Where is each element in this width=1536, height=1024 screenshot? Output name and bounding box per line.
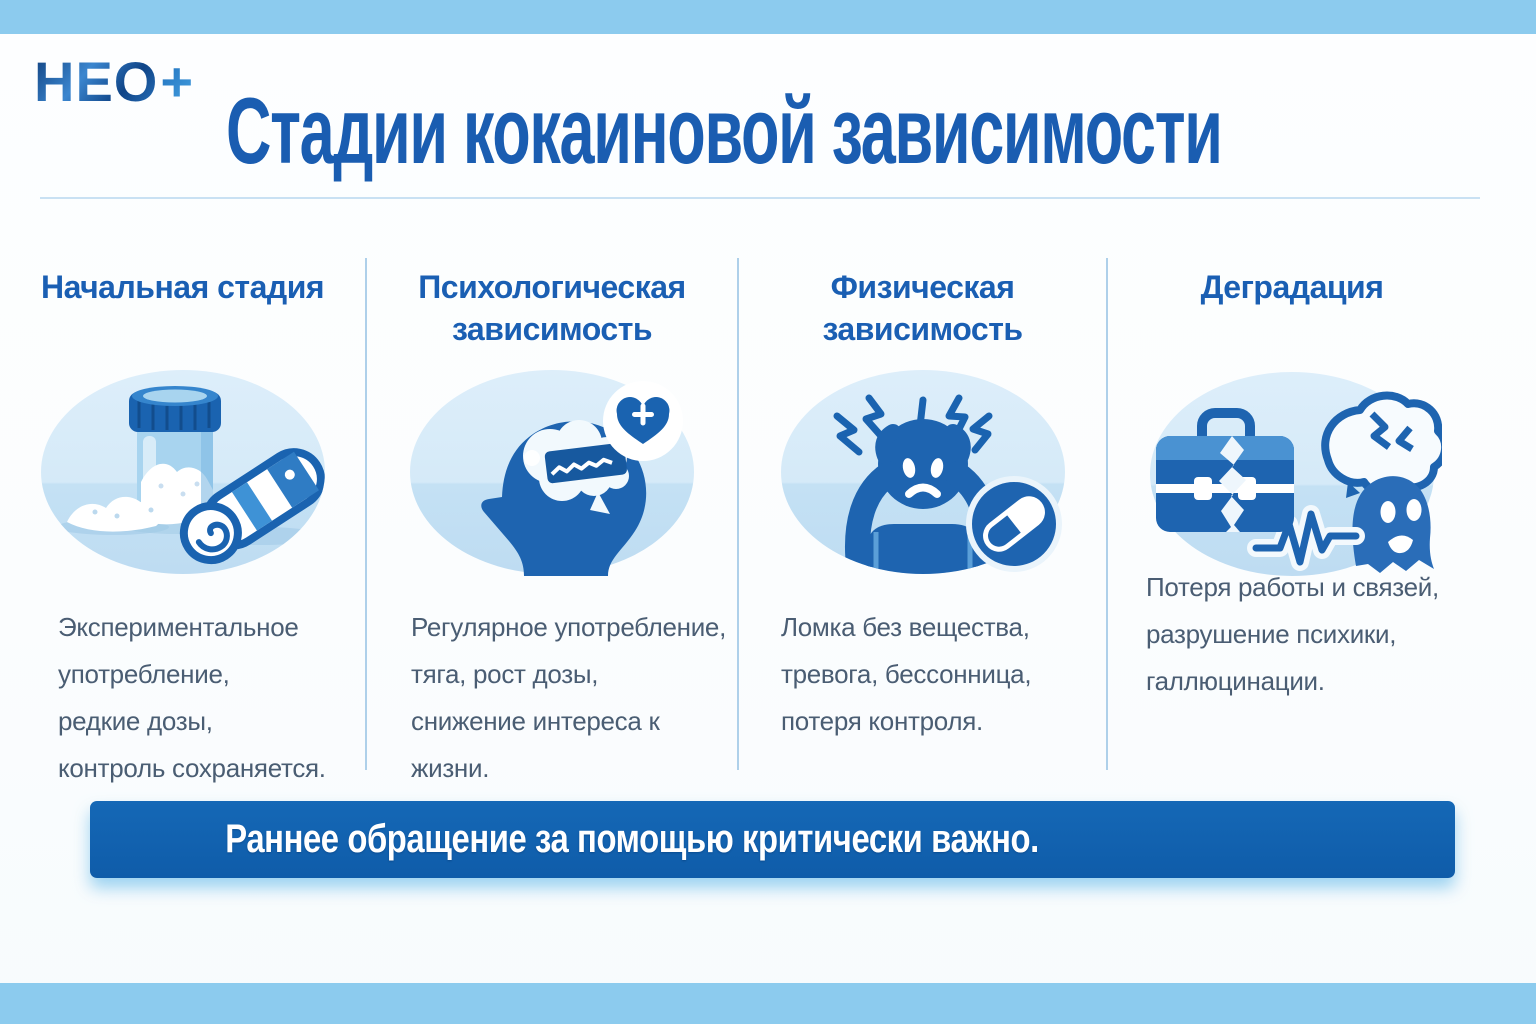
desc-line: снижение интереса к жизни. <box>411 706 660 783</box>
desc-line: тяга, рост дозы, <box>411 659 599 689</box>
headache-withdrawal-pill-icon <box>773 364 1073 580</box>
top-accent-bar <box>0 0 1536 34</box>
desc-line: тревога, бессонница, <box>781 659 1032 689</box>
stage-description <box>0 604 326 792</box>
desc-line: потеря контроля. <box>781 706 983 736</box>
bottom-accent-bar <box>0 983 1536 1024</box>
footer-banner-text: Раннее обращение за помощью критически важно. <box>225 817 1039 861</box>
stage-column-degradation <box>1106 258 1476 770</box>
desc-line: Экспериментальное <box>58 612 299 642</box>
stage-description <box>739 604 1031 745</box>
desc-line: Ломка без вещества, <box>781 612 1030 642</box>
pill-bottle-powder-rolled-banknote-icon <box>33 364 333 580</box>
stage-title: Начальная стадия <box>40 269 325 305</box>
title-divider <box>40 197 1480 199</box>
broken-briefcase-cracked-brain-ghost-icon <box>1142 366 1442 582</box>
head-brain-craving-heart-plus-icon <box>402 364 702 580</box>
stage-column-psychological <box>365 258 737 783</box>
footer-banner <box>90 801 1455 878</box>
logo <box>34 50 195 113</box>
stage-description <box>367 604 737 792</box>
desc-line: контроль сохраняется. <box>58 753 326 783</box>
stage-description <box>1108 564 1439 705</box>
desc-line: Потеря работы и связей, <box>1146 572 1439 602</box>
logo-text: НЕО <box>34 50 159 113</box>
desc-line: употребление, <box>58 659 230 689</box>
page-title: Стадии кокаиновой зависимости <box>226 78 1222 183</box>
stages-row <box>0 258 1476 783</box>
desc-line: галлюцинации. <box>1146 666 1325 696</box>
stage-column-initial <box>0 258 365 783</box>
logo-plus-icon: + <box>160 50 195 113</box>
desc-line: Регулярное употребление, <box>411 612 727 642</box>
desc-line: разрушение психики, <box>1146 619 1397 649</box>
stage-column-physical <box>737 258 1106 770</box>
desc-line: редкие дозы, <box>58 706 213 736</box>
stage-title: Психологическая зависимость <box>418 269 686 347</box>
stage-title: Физическая зависимость <box>822 269 1023 347</box>
stage-title: Деградация <box>1200 269 1384 305</box>
